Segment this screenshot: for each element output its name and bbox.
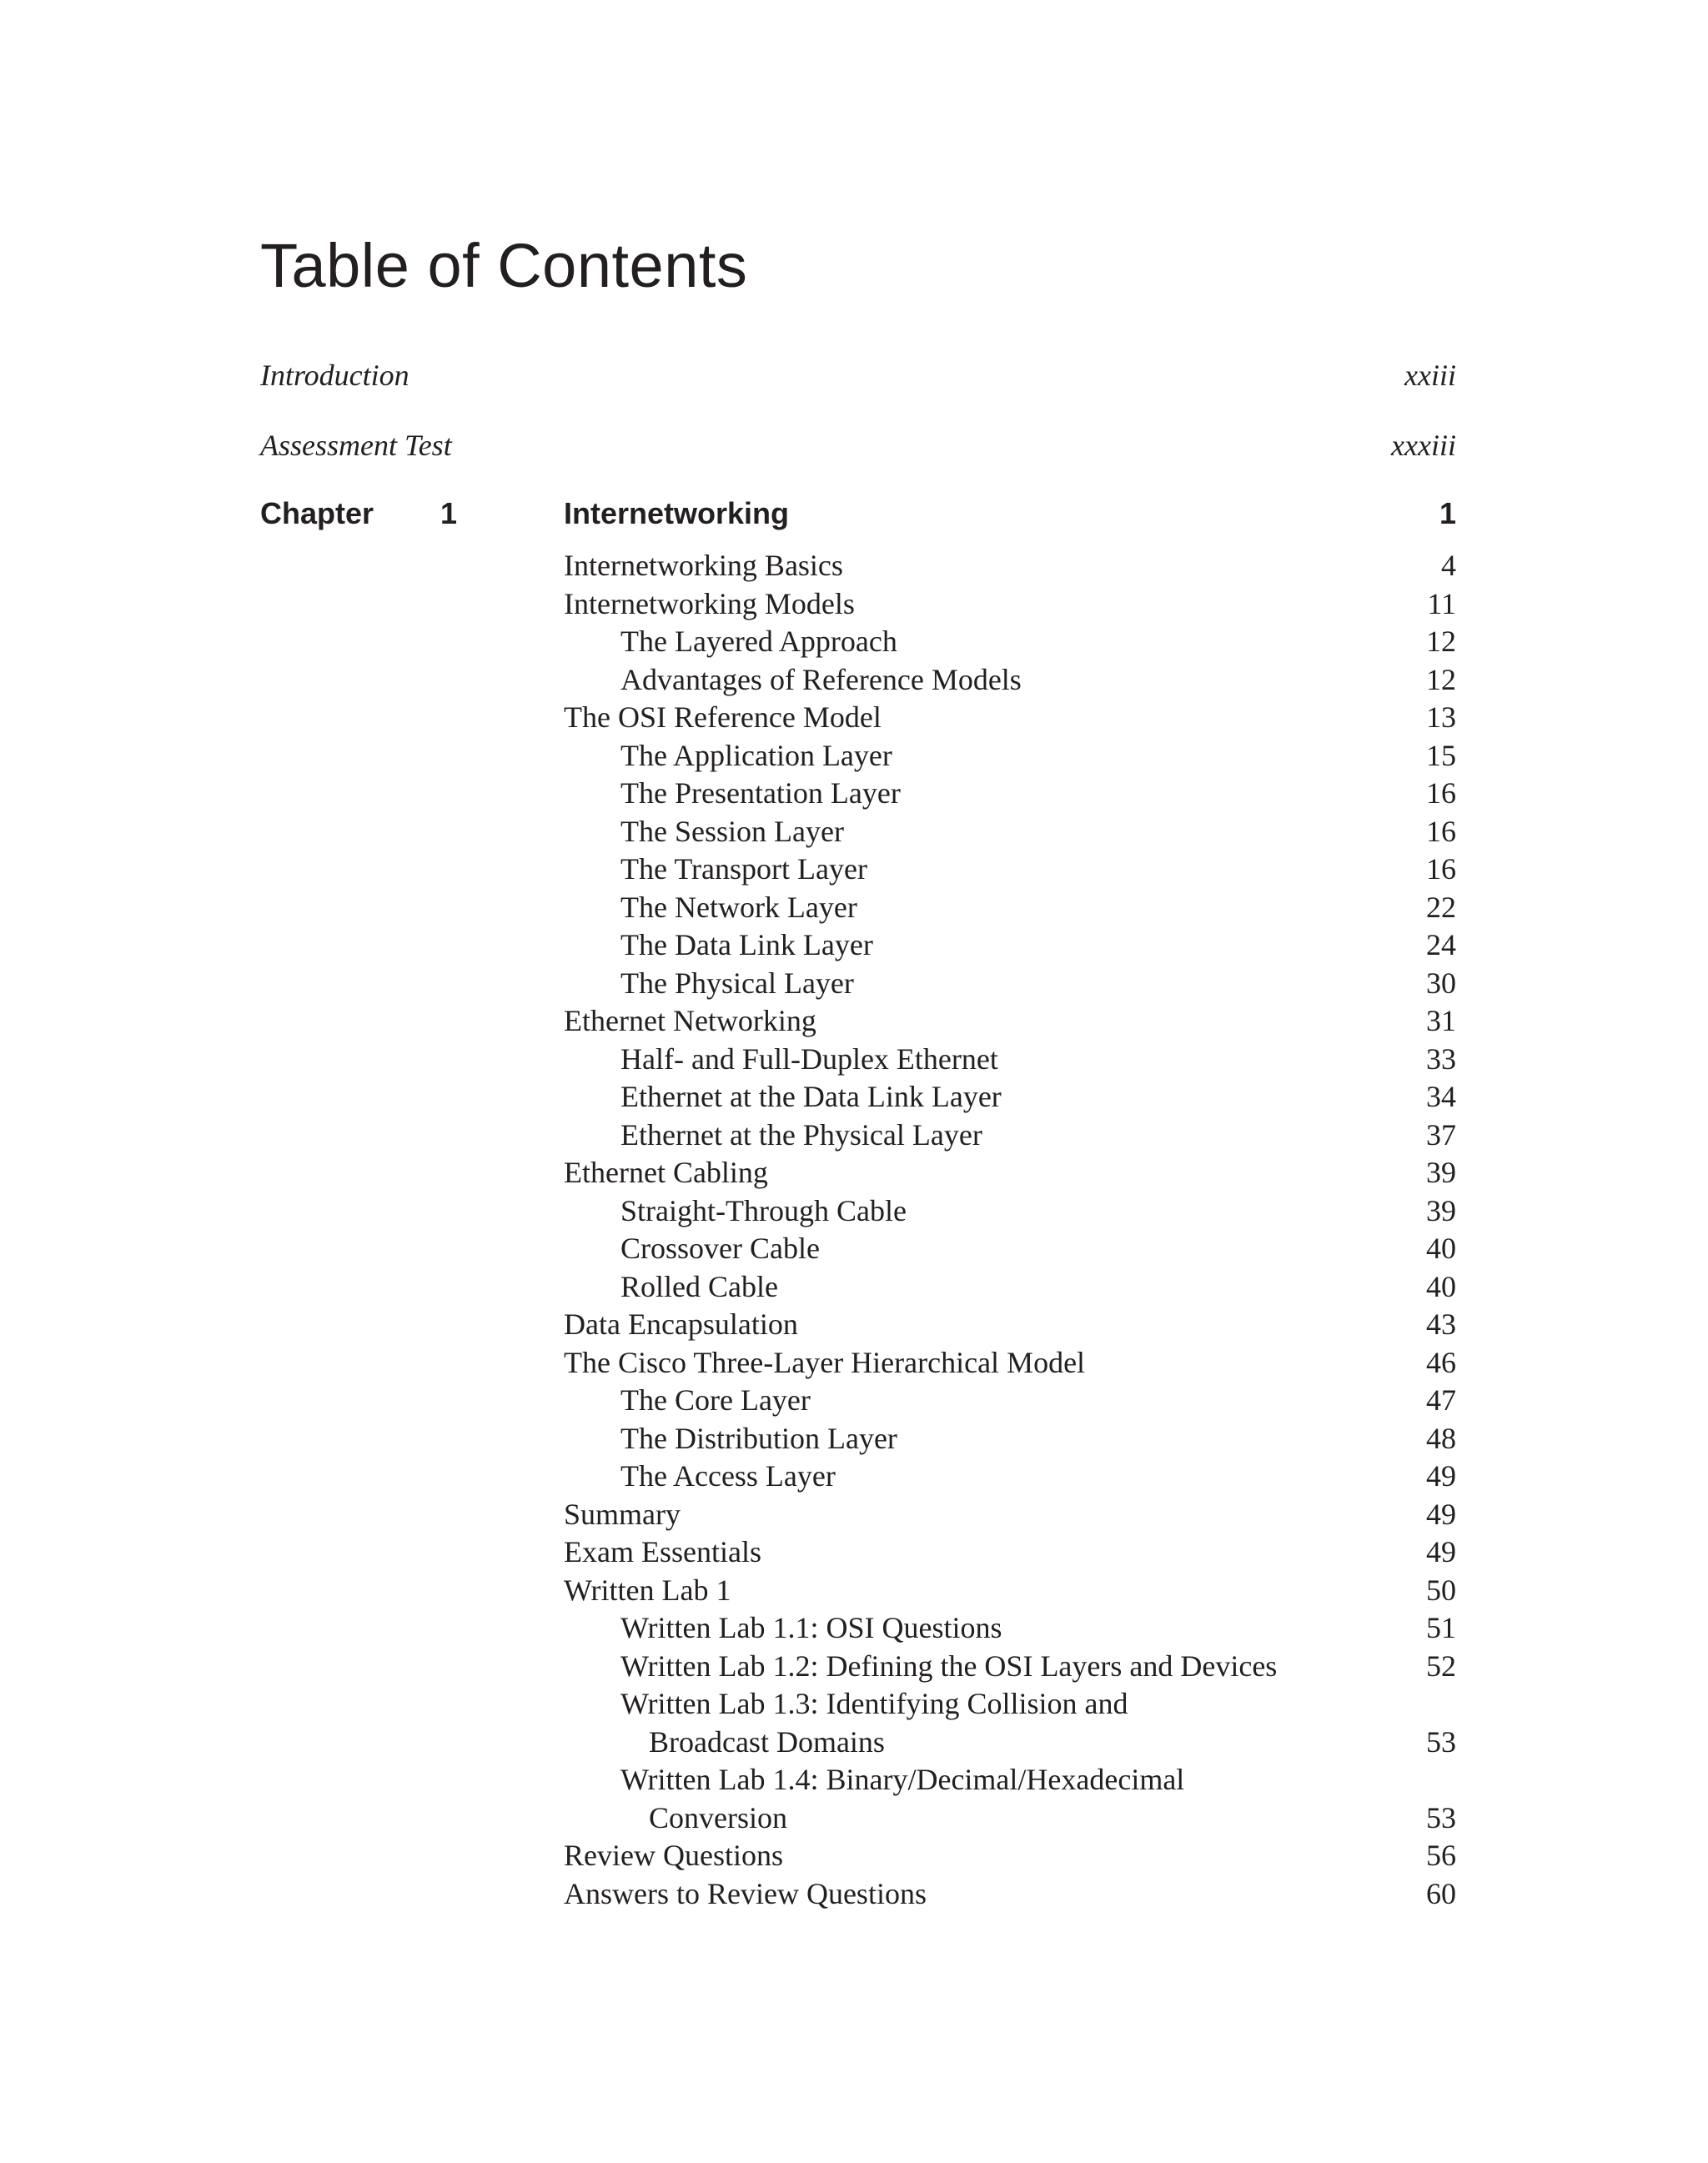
toc-entry[interactable] (564, 623, 1456, 661)
entry-page-number: 30 (1426, 966, 1456, 1000)
entry-page-number: 12 (1426, 625, 1456, 658)
entry-label: The Presentation Layer (620, 776, 901, 810)
entry-page-number: 34 (1426, 1080, 1456, 1113)
entry-label: Assessment Test (260, 429, 452, 462)
entry-label: Answers to Review Questions (564, 1876, 927, 1910)
entry-label: Ethernet Cabling (564, 1156, 768, 1189)
toc-entry[interactable] (564, 1041, 1456, 1079)
entry-label: Conversion (649, 1800, 787, 1834)
toc-entry[interactable] (564, 1230, 1456, 1268)
toc-entry[interactable] (564, 1382, 1456, 1420)
toc-entry[interactable] (564, 1837, 1456, 1875)
entry-page-number: 46 (1426, 1345, 1456, 1379)
toc-entry[interactable] (564, 851, 1456, 889)
entry-label: Written Lab 1.3: Identifying Collision and (620, 1687, 1128, 1720)
toc-entry[interactable] (564, 1648, 1456, 1686)
toc-entry[interactable] (564, 1761, 1456, 1799)
toc-entry[interactable] (564, 1609, 1456, 1648)
entry-label: The Network Layer (620, 890, 857, 924)
toc-entry[interactable] (564, 813, 1456, 851)
toc-entry[interactable] (564, 1002, 1456, 1041)
toc-entry[interactable] (564, 1533, 1456, 1572)
entry-page-number: xxiii (1404, 359, 1456, 392)
entry-label: Broadcast Domains (649, 1724, 885, 1759)
toc-entry[interactable] (564, 1192, 1456, 1231)
entry-page-number: 56 (1426, 1839, 1456, 1872)
toc-entry[interactable] (564, 585, 1456, 624)
entry-page-number: 33 (1426, 1041, 1456, 1076)
toc-entry[interactable] (564, 965, 1456, 1003)
entry-label: Ethernet at the Data Link Layer (620, 1080, 1002, 1113)
toc-entry-introduction[interactable] (260, 360, 1456, 390)
entry-page-number: 60 (1426, 1876, 1456, 1910)
entry-label: Written Lab 1.1: OSI Questions (620, 1611, 1002, 1644)
entry-page-number: 12 (1426, 662, 1456, 696)
toc-entry[interactable] (564, 1154, 1456, 1192)
entry-page-number: 52 (1426, 1649, 1456, 1683)
entry-label: Written Lab 1.2: Defining the OSI Layers and Devices (620, 1649, 1278, 1683)
entry-label: Written Lab 1.4: Binary/Decimal/Hexadecimal (620, 1763, 1185, 1796)
entry-label: Crossover Cable (620, 1232, 820, 1265)
entry-page-number: 40 (1426, 1269, 1456, 1303)
entry-label: Advantages of Reference Models (620, 662, 1022, 696)
entry-page-number: 43 (1426, 1307, 1456, 1341)
entry-page-number: 4 (1441, 549, 1456, 582)
entry-label: Data Encapsulation (564, 1307, 798, 1341)
toc-entry[interactable] (564, 889, 1456, 927)
entry-label: Introduction (260, 359, 409, 392)
entry-page-number: 15 (1426, 738, 1456, 772)
toc-entry[interactable] (564, 1268, 1456, 1307)
entry-page-number: 31 (1426, 1004, 1456, 1037)
entry-page-number: 16 (1426, 776, 1456, 810)
entry-label: Half- and Full-Duplex Ethernet (620, 1041, 998, 1076)
entry-label: The Transport Layer (620, 852, 867, 886)
entry-label: The Physical Layer (620, 966, 854, 1000)
entry-page-number: 40 (1426, 1232, 1456, 1265)
entry-label: Summary (564, 1497, 681, 1531)
toc-entry[interactable] (564, 737, 1456, 775)
entry-page-number: 24 (1426, 928, 1456, 961)
toc-entry[interactable] (564, 926, 1456, 965)
entry-label: Ethernet at the Physical Layer (620, 1117, 982, 1152)
entry-page-number: 50 (1426, 1573, 1456, 1607)
toc-entry[interactable] (564, 661, 1456, 700)
entry-label: Written Lab 1 (564, 1573, 731, 1607)
entry-label: The Cisco Three-Layer Hierarchical Model (564, 1345, 1086, 1379)
entry-page-number: xxxiii (1391, 429, 1456, 462)
entry-label: Exam Essentials (564, 1535, 761, 1568)
toc-entry-assessment-test[interactable] (260, 430, 1456, 460)
page-title: Table of Contents (260, 231, 748, 300)
toc-entry[interactable] (564, 1724, 1456, 1762)
entry-label: The Data Link Layer (620, 928, 873, 961)
entry-page-number: 13 (1426, 700, 1456, 734)
entry-page-number: 48 (1426, 1421, 1456, 1455)
entry-label: The Session Layer (620, 814, 844, 848)
entry-page-number: 51 (1426, 1611, 1456, 1644)
chapter-title: Internetworking (564, 496, 790, 530)
toc-entry[interactable] (564, 1572, 1456, 1610)
entry-page-number: 47 (1426, 1383, 1456, 1417)
toc-entry[interactable] (564, 699, 1456, 737)
entry-label: Rolled Cable (620, 1269, 778, 1303)
entry-page-number: 39 (1426, 1193, 1456, 1227)
toc-entry[interactable] (564, 1117, 1456, 1155)
entry-label: Internetworking Basics (564, 549, 843, 582)
entry-label: The Core Layer (620, 1383, 811, 1417)
entry-label: Straight-Through Cable (620, 1193, 907, 1227)
entry-label: The Distribution Layer (620, 1421, 897, 1455)
entry-page-number: 53 (1426, 1800, 1456, 1834)
toc-entry[interactable] (564, 1306, 1456, 1344)
entry-page-number: 39 (1426, 1156, 1456, 1189)
toc-entry[interactable] (564, 547, 1456, 585)
entry-page-number: 16 (1426, 814, 1456, 848)
entry-label: Ethernet Networking (564, 1004, 816, 1037)
toc-entry[interactable] (564, 1344, 1456, 1383)
chapter-number: 1 (440, 496, 458, 530)
toc-entry[interactable] (564, 775, 1456, 813)
toc-entry[interactable] (564, 1458, 1456, 1496)
entry-page-number: 11 (1427, 586, 1456, 620)
toc-entry[interactable] (564, 1420, 1456, 1458)
entry-label: Internetworking Models (564, 586, 855, 620)
toc-entry[interactable] (564, 1799, 1456, 1838)
entry-label: Review Questions (564, 1839, 783, 1872)
entry-page-number: 16 (1426, 852, 1456, 886)
entry-label: The Application Layer (620, 738, 892, 772)
chapter-label: Chapter (260, 496, 374, 530)
entry-label: The OSI Reference Model (564, 700, 882, 734)
entry-page-number: 49 (1426, 1535, 1456, 1568)
toc-entry-list (564, 547, 1456, 1913)
entry-page-number: 37 (1426, 1117, 1456, 1152)
entry-page-number: 49 (1426, 1459, 1456, 1493)
entry-page-number: 22 (1426, 890, 1456, 924)
toc-entry[interactable] (564, 1685, 1456, 1724)
chapter-page-number: 1 (1439, 496, 1456, 530)
entry-page-number: 53 (1426, 1724, 1456, 1759)
toc-entry[interactable] (564, 1496, 1456, 1534)
toc-entry[interactable] (564, 1078, 1456, 1117)
entry-label: The Access Layer (620, 1459, 836, 1493)
entry-label: The Layered Approach (620, 625, 897, 658)
toc-entry[interactable] (564, 1875, 1456, 1914)
entry-page-number: 49 (1426, 1497, 1456, 1531)
